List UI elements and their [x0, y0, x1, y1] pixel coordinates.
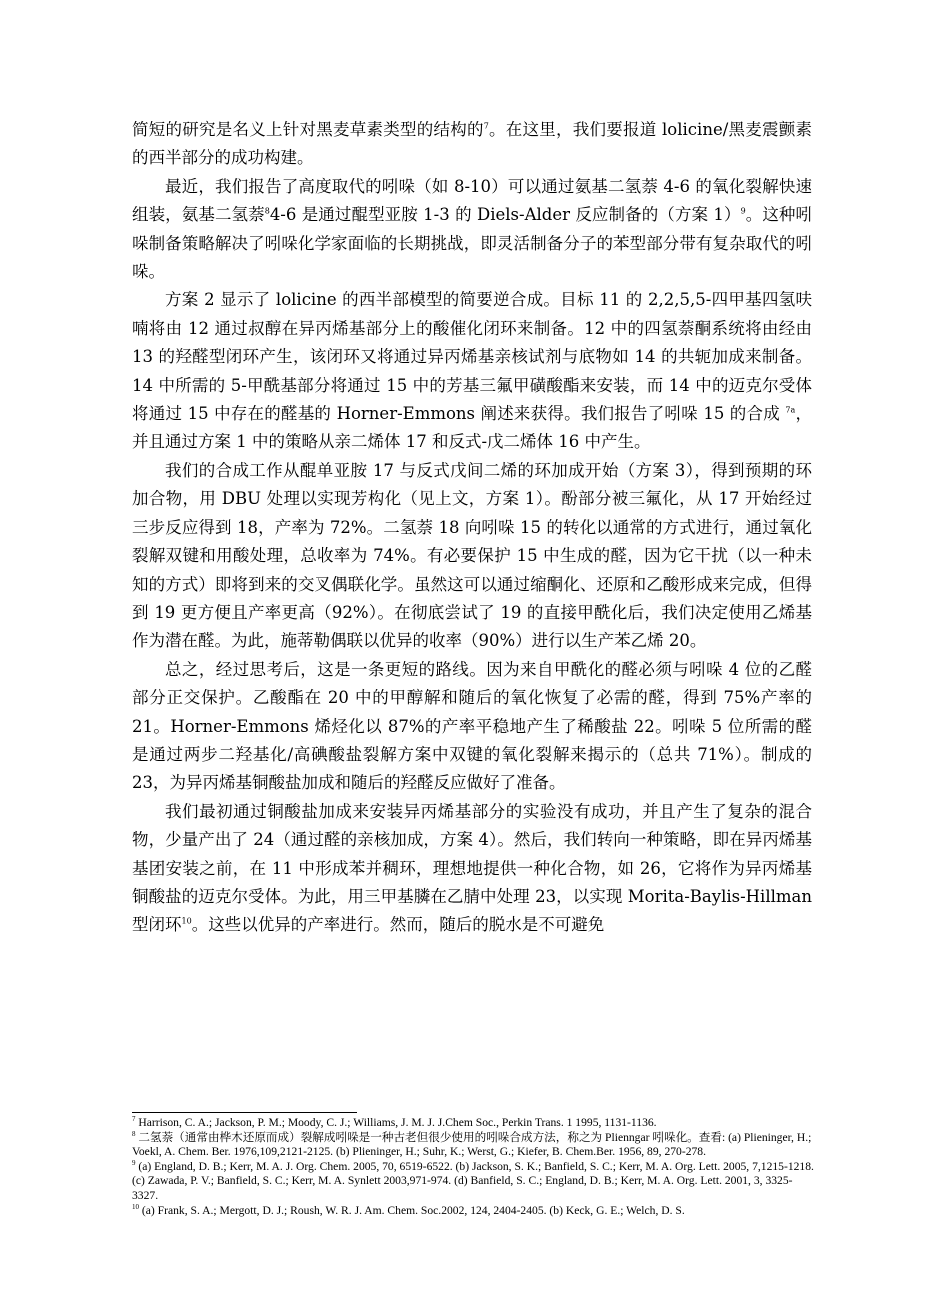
paragraph [132, 457, 812, 656]
footnote-separator [132, 1112, 357, 1113]
text-run: 二氢萘（通常由桦木还原而成）裂解成吲哚是一种古老但很少使用的吲哚合成方法，称之为 Plienngar 吲哚化。查看: (a) Plieninger, H.; Voekl, A. Chem. Ber. 1976,109,2121-2125. (b) Plieninger, H.; Suhr, K.; Werst, G.; Kiefer, B. Chem.Ber. 1956, 89, 270-278. [132, 1130, 812, 1159]
footnote [132, 1204, 815, 1219]
footnote [132, 1131, 815, 1160]
citation-marker: 8 [132, 1129, 136, 1138]
citation-marker: 8 [264, 206, 270, 216]
footnotes [132, 1116, 815, 1218]
text-run: (a) England, D. B.; Kerr, M. A. J. Org. Chem. 2005, 70, 6519-6522. (b) Jackson, S. K.; Banfield, S. C.; Kerr, M. A. Org. Lett. 2005, 7,1215-1218. (c) Zawada, P. V.; Banfield, S. C.; Kerr, M. A. Synlett 2003,971-974. (d) Banfield, S. C.; England, D. B.; Kerr, M. A. Org. Lett. 2001, 3, 3325-3327. [132, 1159, 814, 1202]
citation-marker: 9 [132, 1158, 136, 1167]
paragraph [132, 286, 812, 456]
paragraph [132, 798, 812, 940]
footnote [132, 1160, 815, 1204]
citation-marker: 7a [785, 405, 796, 415]
text-run: 最近，我们报告了高度取代的吲哚（如 8-10）可以通过氨基二氢萘 4-6 的氧化裂解快速组装，氨基二氢萘 [132, 176, 812, 225]
paragraph [132, 173, 812, 287]
text-run: 。这种吲哚制备策略解决了吲哚化学家面临的长期挑战，即灵活制备分子的苯型部分带有复杂取代的吲哚。 [132, 205, 813, 282]
text-run: 方案 2 显示了 lolicine 的西半部模型的简要逆合成。目标 11 的 2,2,5,5-四甲基四氢呋喃将由 12 通过叔醇在异丙烯基部分上的酸催化闭环来制备。12 中的四氢萘酮系统将由经由 13 的羟醛型闭环产生，该闭环又将通过异丙烯基亲核试剂与底物如 14 的共轭加成来制备。14 中所需的 5-甲酰基部分将通过 15 中的芳基三氟甲磺酸酯来安装，而 14 中的迈克尔受体将通过 15 中存在的醛基的 Horner-Emmons 阐述来获得。我们报告了吲哚 15 的合成 [132, 290, 812, 424]
paragraph [132, 656, 812, 798]
citation-marker: 10 [132, 1202, 139, 1211]
text-run: 我们最初通过铜酸盐加成来安装异丙烯基部分的实验没有成功，并且产生了复杂的混合物，少量产出了 24（通过醛的亲核加成，方案 4）。然后，我们转向一种策略，即在异丙烯基基团安装之前，在 11 中形成苯并稠环，理想地提供一种化合物，如 26，它将作为异丙烯基铜酸盐的迈克尔受体。为此，用三甲基膦在乙腈中处理 23，以实现 Morita-Baylis-Hillman 型闭环 [132, 801, 812, 935]
text-run: Harrison, C. A.; Jackson, P. M.; Moody, C. J.; Williams, J. M. J. J.Chem Soc., Perkin Trans. 1 1995, 1131-1136. [135, 1116, 657, 1129]
citation-marker: 9 [740, 206, 746, 216]
text-run: 我们的合成工作从醌单亚胺 17 与反式戊间二烯的环加成开始（方案 3），得到预期的环加合物，用 DBU 处理以实现芳构化（见上文，方案 1）。酚部分被三氟化，从 17 开始经过三步反应得到 18，产率为 72%。二氢萘 18 向吲哚 15 的转化以通常的方式进行，通过氧化裂解双键和用酸处理，总收率为 74%。有必要保护 15 中生成的醛，因为它干扰（以一种未知的方式）即将到来的交叉偶联化学。虽然这可以通过缩酮化、还原和乙酸形成来完成，但得到 19 更方便且产率更高（92%）。在彻底尝试了 19 的直接甲酰化后，我们决定使用乙烯基作为潜在醛。为此，施蒂勒偶联以优异的收率（90%）进行以生产苯乙烯 20。 [132, 460, 812, 651]
text-run: 。在这里，我们要报道 lolicine/黑麦震颤素的西半部分的成功构建。 [132, 120, 813, 168]
text-run: 简短的研究是名义上针对黑麦草素类型的结构的 [132, 120, 484, 139]
citation-marker: 7 [132, 1115, 136, 1124]
paragraph [132, 116, 812, 173]
citation-marker: 7 [483, 121, 489, 131]
citation-marker: 10 [181, 916, 192, 926]
body-text [132, 116, 812, 940]
text-run: ，并且通过方案 1 中的策略从亲二烯体 17 和反式-戊二烯体 16 中产生。 [132, 404, 813, 452]
text-run: 。这些以优异的产率进行。然而，随后的脱水是不可避免 [191, 915, 605, 935]
footnote [132, 1116, 815, 1131]
text-run: 4-6 是通过醌型亚胺 1-3 的 Diels-Alder 反应制备的（方案 1） [269, 205, 741, 225]
text-run: 总之，经过思考后，这是一条更短的路线。因为来自甲酰化的醛必须与吲哚 4 位的乙醛部分正交保护。乙酸酯在 20 中的甲醇解和随后的氧化恢复了必需的醛，得到 75%产率的 21。Horner-Emmons 烯烃化以 87%的产率平稳地产生了稀酸盐 22。吲哚 5 位所需的醛是通过两步二羟基化/高碘酸盐裂解方案中双键的氧化裂解来揭示的（总共 71%）。制成的 23，为异丙烯基铜酸盐加成和随后的羟醛反应做好了准备。 [132, 659, 812, 793]
text-run: (a) Frank, S. A.; Mergott, D. J.; Roush, W. R. J. Am. Chem. Soc.2002, 124, 2404-2405. (b) Keck, G. E.; Welch, D. S. [139, 1203, 685, 1217]
